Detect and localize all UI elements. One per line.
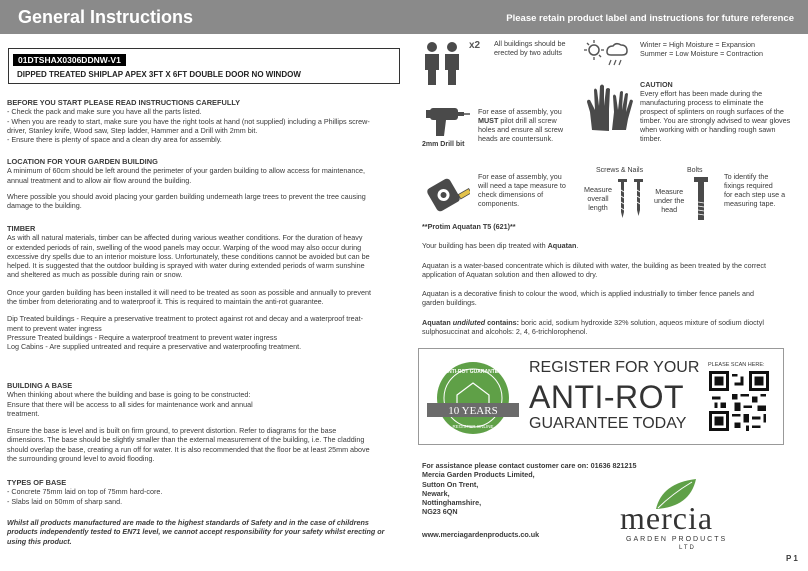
tape-line: components. xyxy=(478,199,520,208)
types-of-base-line: - Slabs laid on 50mm of sharp sand. xyxy=(7,496,123,506)
types-of-base-section xyxy=(7,478,395,506)
tape-line: For ease of assembly, you xyxy=(478,172,562,181)
adults-text xyxy=(494,39,566,57)
weather-text xyxy=(640,40,763,58)
guarantee-badge-icon xyxy=(427,359,519,437)
drill-label: 2mm Drill bit xyxy=(422,141,465,148)
address-line: Newark, xyxy=(422,488,450,498)
product-name: DIPPED TREATED SHIPLAP APEX 3FT X 6FT DOUBLE DOOR NO WINDOW xyxy=(17,70,301,79)
address-line: Nottinghamshire, xyxy=(422,498,482,508)
caution-line: timber. You are strongly advised to wear gloves xyxy=(640,116,791,125)
badge-top-text: ANTI-ROT GUARANTEE xyxy=(444,369,502,375)
tape-text xyxy=(478,172,566,208)
page-title: General Instructions xyxy=(18,7,194,27)
protim-title: **Protim Aquatan T5 (621)** xyxy=(422,222,516,231)
protim-treated-text: Your building has been dip treated with xyxy=(422,241,548,251)
disclaimer-line: Whilst all products manufactured are made to the highest standards of Safety and in the case of childrens xyxy=(7,518,369,527)
protim-brand: Aquatan xyxy=(547,241,577,251)
product-code: 01DTSHAX0306DDNW-V1 xyxy=(13,54,126,66)
identify-line: To identify the xyxy=(724,172,769,181)
drill-text xyxy=(478,107,563,143)
drill-line: For ease of assembly, you xyxy=(478,107,562,116)
protim-p3-rest: boric acid, sodium hydroxide 32% solution, aqueos mixture of sodium dioctyl xyxy=(519,317,764,327)
product-box xyxy=(8,48,400,84)
timber-line: As with all natural materials, timber can be affected during various weather conditions. For the duration of heavy xyxy=(7,233,363,243)
measure-head-line: under the xyxy=(654,196,685,205)
measure-overall-line: Measure xyxy=(584,185,612,194)
base-line: Ensure that there will be access to all sides for maintenance work and annual xyxy=(7,399,253,409)
timber-line: ment to prevent water ingress xyxy=(7,323,102,333)
timber-line: and sheltered as much as possible during rain or snow. xyxy=(7,270,183,280)
protim-treated-suffix: . xyxy=(576,241,579,251)
disclaimer-line: using this product. xyxy=(7,536,72,546)
adults-line: All buildings should be xyxy=(494,39,566,48)
identify-line: measuring tape. xyxy=(724,199,776,208)
types-of-base-line: - Concrete 75mm laid on top of 75mm hard-core. xyxy=(7,487,163,497)
protim-section xyxy=(422,222,792,336)
logo-ltd: LTD xyxy=(679,545,696,551)
timber-title: TIMBER xyxy=(7,224,36,233)
protim-p3-line: sulphosuccinat and alcohols: 2, 4, 6-trichlorophenol. xyxy=(422,327,588,337)
base-line: dimensions. The base should be slightly smaller than the external measurement of the building, i.e. The cladding xyxy=(7,435,365,445)
location-section xyxy=(7,157,395,210)
gloves-icon xyxy=(586,82,634,134)
register-line-2: ANTI-ROT xyxy=(529,379,685,415)
before-start-line: driver, Stanley knife, Wood saw, Step ladder, Hammer and a Drill with 2mm bit. xyxy=(7,125,258,135)
base-section xyxy=(7,381,395,463)
before-start-line: - Ensure there is plenty of space and a clean dry area for assembly. xyxy=(7,135,222,145)
badge-bottom-text: REGISTER ONLINE xyxy=(452,424,494,429)
address-line: Sutton On Trent, xyxy=(422,479,479,489)
base-line: When thinking about where the building and base is going to be constructed: xyxy=(7,390,251,400)
timber-section xyxy=(7,224,395,352)
base-line: treatment. xyxy=(7,408,40,418)
logo-wordmark: mercia xyxy=(620,500,714,536)
base-line: should overlap the base, creating a run off for water. It is also recommended that the floor be at least 25mm above xyxy=(7,444,370,454)
caution-line: when working with or handling rough sawn xyxy=(640,125,776,134)
website-link[interactable]: www.merciagardenproducts.co.uk xyxy=(422,530,540,539)
weather-line: Summer = Low Moisture = Contraction xyxy=(640,49,764,58)
contact-section xyxy=(422,461,637,517)
caution-line: manufacturing process to eliminate the xyxy=(640,98,764,107)
header-bar xyxy=(0,0,808,34)
before-start-line: - When you are ready to start, make sure you have the right tools at hand (not supplied) including a Phillips screw- xyxy=(7,116,370,126)
location-line: Where possible you should avoid placing your garden building underneath large trees to prevent the tree causing xyxy=(7,191,366,201)
register-line-3: GUARANTEE TODAY xyxy=(529,415,687,432)
address-line: NG23 6QN xyxy=(422,507,458,517)
protim-p2-line: Aquatan is a decorative finish to colour the wood, which is applied industrially to timber fence panels and xyxy=(422,289,755,299)
timber-line: Pressure Treated buildings - Require a waterproof treatment to prevent water ingress xyxy=(7,332,278,342)
logo-subtitle: GARDEN PRODUCTS xyxy=(626,536,728,543)
protim-p3-bold2: contains: xyxy=(485,317,520,327)
bolts-label: Bolts xyxy=(687,167,703,174)
screw-nail-icon xyxy=(616,178,652,222)
caution-line: timber. xyxy=(640,134,662,143)
tape-line: will need a tape measure to xyxy=(478,181,566,190)
adults-count: x2 xyxy=(469,40,481,51)
location-line: damage to the building. xyxy=(7,201,82,211)
drill-must: MUST xyxy=(478,116,499,125)
address-line: Mercia Garden Products Limited, xyxy=(422,470,535,480)
timber-line: Dip Treated buildings - Require a preservative treatment to protect against rot and decay and a waterproof treat- xyxy=(7,314,363,324)
drill-icon xyxy=(424,104,470,140)
bolt-icon xyxy=(692,176,714,222)
scan-label: PLEASE SCAN HERE: xyxy=(708,362,765,368)
page-number: P 1 xyxy=(786,554,798,563)
measure-overall-line: overall xyxy=(587,194,609,203)
drill-line: holes and ensure all screw xyxy=(478,125,564,134)
base-line: Ensure the base is level and is built on firm ground, to prevent distortion. Refer to diagrams for the base xyxy=(7,426,337,436)
caution-section xyxy=(640,80,800,143)
measure-head-line: Measure xyxy=(655,187,684,196)
timber-line: Log Cabins - Are supplied untreated and require a preservative and waterproofing treatment. xyxy=(7,342,302,352)
protim-p3-italic: undiluted xyxy=(452,317,486,327)
location-line: annual treatment and to allow air flow around the building. xyxy=(7,175,192,185)
measure-overall-text xyxy=(584,185,612,212)
before-start-line: - Check the pack and make sure you have all the parts listed. xyxy=(7,107,202,117)
drill-line: heads are countersunk. xyxy=(478,134,554,143)
tape-measure-icon xyxy=(424,170,470,216)
guarantee-box xyxy=(418,348,784,445)
timber-line: Once your garden building has been installed it will need to be treated as soon as possible and annually to prevent xyxy=(7,287,372,297)
location-title: LOCATION FOR YOUR GARDEN BUILDING xyxy=(7,157,158,166)
timber-line: helped. It is suggested that the outdoor building is sprayed with water during extended periods of warm sunshine xyxy=(7,261,365,271)
retain-note: Please retain product label and instructions for future reference xyxy=(506,13,794,24)
timber-line: excessive dry spells due to an interior moisture loss. Unfortunately, these conditions cannot be avoided but can be xyxy=(7,251,370,261)
weather-icon xyxy=(583,38,631,70)
base-line: the surrounding ground level to avoid flooding. xyxy=(7,454,155,464)
location-line: A minimum of 60cm should be left around the perimeter of your garden building to allow access for maintenance, xyxy=(7,166,365,176)
weather-line: Winter = High Moisture = Expansion xyxy=(640,40,756,49)
two-people-icon xyxy=(420,40,468,88)
identify-line: fixings required xyxy=(724,181,773,190)
measure-head-text xyxy=(654,187,684,214)
qr-code-icon[interactable] xyxy=(709,371,769,431)
timber-line: the timber from deteriorating and to waterproof it. This is required to maintain the anti-rot guarantee. xyxy=(7,297,324,307)
identify-text xyxy=(724,172,785,208)
disclaimer xyxy=(7,518,395,546)
customer-care-line: For assistance please contact customer care on: 01636 821215 xyxy=(422,461,637,470)
tape-line: check dimensions of xyxy=(478,190,544,199)
timber-line: or extended periods of rain, swelling of the wood panels may occur. Warping of the wood may also occur during xyxy=(7,242,362,252)
measure-head-line: head xyxy=(661,205,678,214)
protim-p2-line: garden buildings. xyxy=(422,298,477,308)
measure-overall-line: length xyxy=(588,203,608,212)
drill-line: pilot drill all screw xyxy=(498,116,557,125)
screws-label: Screws & Nails xyxy=(596,167,644,174)
before-start-title: BEFORE YOU START PLEASE READ INSTRUCTIONS CAREFULLY xyxy=(7,98,241,107)
identify-line: for each step use a xyxy=(724,190,786,199)
before-start-section xyxy=(7,98,395,144)
caution-line: Every effort has been made during the xyxy=(640,89,763,98)
adults-line: erected by two adults xyxy=(494,48,562,57)
caution-line: prospect of splinters on rough surfaces of the xyxy=(640,107,784,116)
disclaimer-line: products independently tested to EN71 level, we cannot accept responsibility for your safety whilst erecting or xyxy=(7,527,385,537)
protim-p1-line: Aquatan is a water-based concentrate which is diluted with water, the building as been treated by the correct xyxy=(422,260,767,270)
register-line-1: REGISTER FOR YOUR xyxy=(529,359,700,376)
protim-p3-bold: Aquatan xyxy=(422,317,453,327)
base-title: BUILDING A BASE xyxy=(7,381,73,390)
badge-years-text: 10 YEARS xyxy=(448,405,498,417)
caution-title: CAUTION xyxy=(640,80,673,89)
protim-p1-line: application of Aquatan solution and then allowed to dry. xyxy=(422,269,598,279)
types-of-base-title: TYPES OF BASE xyxy=(7,478,67,487)
